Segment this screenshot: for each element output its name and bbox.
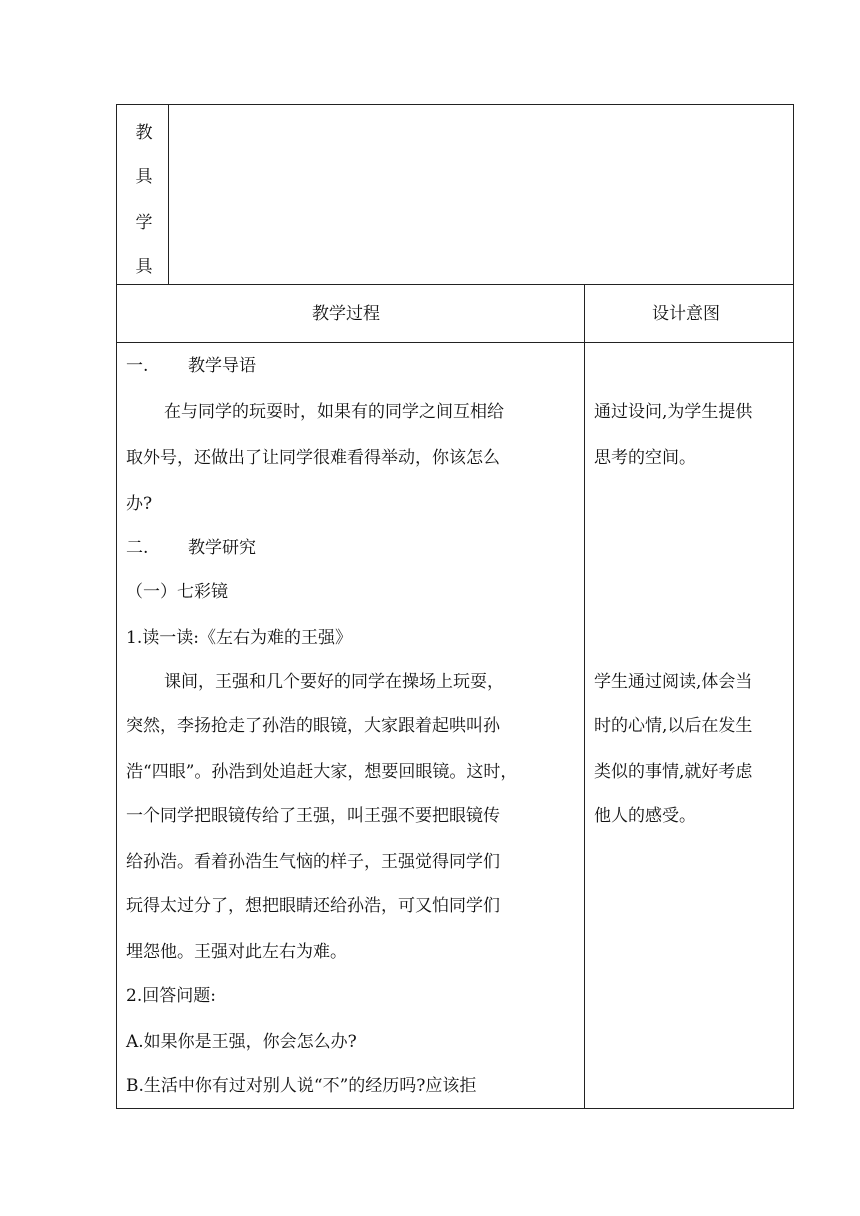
- paragraph-line: 给孙浩。看着孙浩生气恼的样子，王强觉得同学们: [126, 852, 500, 872]
- process-header: 教学过程: [312, 304, 380, 324]
- answer-title: 2.回答问题:: [126, 986, 216, 1006]
- intent-line: 思考的空间。: [594, 448, 696, 468]
- paragraph-line: 在与同学的玩耍时，如果有的同学之间互相给: [164, 402, 504, 422]
- paragraph-line: 埋怨他。王强对此左右为难。: [126, 942, 347, 962]
- paragraph-line: 课间，王强和几个要好的同学在操场上玩耍，: [164, 672, 504, 692]
- question-a: A.如果你是王强，你会怎么办?: [126, 1032, 357, 1052]
- tools-label-char: 学: [135, 213, 153, 233]
- tools-label-char: 具: [135, 257, 153, 277]
- paragraph-line: 办?: [126, 494, 153, 514]
- intent-line: 他人的感受。: [594, 806, 696, 826]
- question-b: B.生活中你有过对别人说“不”的经历吗?应该拒: [126, 1076, 477, 1096]
- intent-line: 类似的事情,就好考虑: [594, 762, 753, 782]
- intent-line: 通过设问,为学生提供: [594, 402, 753, 422]
- subsection-title: （一）七彩镜: [126, 582, 228, 602]
- section-title: 教学研究: [188, 538, 256, 558]
- paragraph-line: 取外号，还做出了让同学很难看得举动，你该怎么: [126, 448, 500, 468]
- tools-label-char: 教: [135, 123, 153, 143]
- section-number: 一.: [126, 356, 149, 376]
- section-number: 二.: [126, 538, 149, 558]
- design-intent-header: 设计意图: [652, 304, 720, 324]
- paragraph-line: 浩“四眼”。孙浩到处追赶大家，想要回眼镜。这时，: [126, 762, 518, 782]
- paragraph-line: 突然，李扬抢走了孙浩的眼镜，大家跟着起哄叫孙: [126, 716, 500, 736]
- paragraph-line: 玩得太过分了，想把眼睛还给孙浩，可又怕同学们: [126, 896, 500, 916]
- intent-line: 学生通过阅读,体会当: [594, 672, 753, 692]
- tools-label-char: 具: [135, 167, 153, 187]
- intent-line: 时的心情,以后在发生: [594, 716, 753, 736]
- section-title: 教学导语: [188, 356, 256, 376]
- paragraph-line: 一个同学把眼镜传给了王强，叫王强不要把眼镜传: [126, 806, 500, 826]
- reading-title: 1.读一读:《左右为难的王强》: [126, 628, 352, 648]
